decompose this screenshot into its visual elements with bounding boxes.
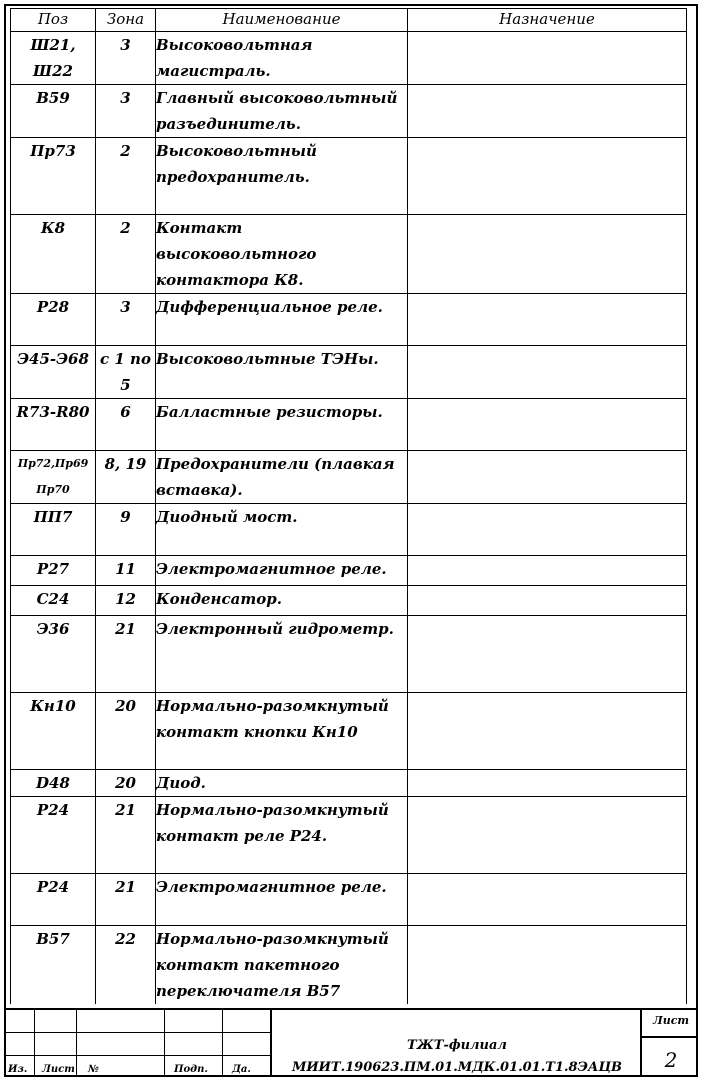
- table-row: [11, 797, 687, 874]
- row-name: Контакт высоковольтного контактора К8.: [156, 215, 408, 294]
- row-pos: R73-R80: [11, 399, 96, 451]
- table-row: [11, 85, 687, 138]
- row-zone: 21: [96, 797, 156, 874]
- stamp-label-date: Да.: [232, 1064, 251, 1075]
- table-row: [11, 346, 687, 399]
- row-name: Главный высоковольтный разъединитель.: [156, 85, 408, 138]
- table-row: [11, 32, 687, 85]
- row-zone: 20: [96, 693, 156, 770]
- row-name: Нормально-разомкнутый контакт пакетного переключателя В57: [156, 926, 408, 1005]
- row-name: Высоковольтная магистраль.: [156, 32, 408, 85]
- header-purpose: Назначение: [408, 9, 687, 32]
- row-pos: ПП7: [11, 504, 96, 556]
- row-pos: Пр73: [11, 138, 96, 215]
- row-pos: В59: [11, 85, 96, 138]
- title-block: [4, 1008, 698, 1077]
- row-purpose: [408, 926, 687, 1005]
- row-zone: 2: [96, 215, 156, 294]
- row-pos: Э45-Э68: [11, 346, 96, 399]
- row-purpose: [408, 586, 687, 616]
- header-pos: Поз: [11, 9, 96, 32]
- stamp-sheet-label: Лист: [652, 1014, 690, 1027]
- stamp-sheet-number: 2: [664, 1048, 678, 1072]
- row-pos: Пр72,Пр69 Пр70: [11, 451, 96, 504]
- row-purpose: [408, 556, 687, 586]
- row-name: Электромагнитное реле.: [156, 874, 408, 926]
- row-purpose: [408, 346, 687, 399]
- table-row: [11, 874, 687, 926]
- row-purpose: [408, 85, 687, 138]
- row-pos: В57: [11, 926, 96, 1005]
- header-zone: Зона: [96, 9, 156, 32]
- table-row: [11, 294, 687, 346]
- row-zone: 22: [96, 926, 156, 1005]
- row-zone: 20: [96, 770, 156, 797]
- table-row: [11, 215, 687, 294]
- row-name: Электромагнитное реле.: [156, 556, 408, 586]
- row-name: Дифференциальное реле.: [156, 294, 408, 346]
- row-zone: 9: [96, 504, 156, 556]
- row-purpose: [408, 294, 687, 346]
- row-purpose: [408, 616, 687, 693]
- row-pos: К8: [11, 215, 96, 294]
- stamp-label-signature: Подп.: [174, 1064, 208, 1075]
- row-name: Высоковольтный предохранитель.: [156, 138, 408, 215]
- row-pos: Р24: [11, 797, 96, 874]
- table-row: [11, 138, 687, 215]
- row-purpose: [408, 451, 687, 504]
- table-row: [11, 586, 687, 616]
- row-name: Балластные резисторы.: [156, 399, 408, 451]
- row-zone: 11: [96, 556, 156, 586]
- row-name: Диод.: [156, 770, 408, 797]
- row-pos: С24: [11, 586, 96, 616]
- row-name: Предохранители (плавкая вставка).: [156, 451, 408, 504]
- row-zone: 6: [96, 399, 156, 451]
- row-purpose: [408, 504, 687, 556]
- row-zone: 2: [96, 138, 156, 215]
- header-row: [11, 9, 687, 32]
- table-row: [11, 926, 687, 1005]
- row-purpose: [408, 770, 687, 797]
- row-name: Высоковольтные ТЭНы.: [156, 346, 408, 399]
- stamp-label-doc-number: №: [88, 1064, 99, 1075]
- row-zone: 21: [96, 616, 156, 693]
- row-pos: Р27: [11, 556, 96, 586]
- row-purpose: [408, 874, 687, 926]
- spec-table-area: [10, 8, 690, 1004]
- row-purpose: [408, 693, 687, 770]
- row-pos: Э36: [11, 616, 96, 693]
- row-zone: 3: [96, 85, 156, 138]
- row-zone: с 1 по 5: [96, 346, 156, 399]
- stamp-label-change: Из.: [8, 1064, 28, 1075]
- table-row: [11, 451, 687, 504]
- row-name: Нормально-разомкнутый контакт реле Р24.: [156, 797, 408, 874]
- table-row: [11, 770, 687, 797]
- row-pos: Кн10: [11, 693, 96, 770]
- row-name: Электронный гидрометр.: [156, 616, 408, 693]
- row-pos: Ш21, Ш22: [11, 32, 96, 85]
- table-row: [11, 556, 687, 586]
- row-name: Конденсатор.: [156, 586, 408, 616]
- spec-table: [10, 8, 687, 1004]
- row-zone: 3: [96, 294, 156, 346]
- table-row: [11, 616, 687, 693]
- table-row: [11, 504, 687, 556]
- table-row: [11, 399, 687, 451]
- row-pos: Р24: [11, 874, 96, 926]
- row-purpose: [408, 32, 687, 85]
- row-purpose: [408, 138, 687, 215]
- stamp-company: ТЖТ-филиал: [407, 1038, 507, 1053]
- header-name: Наименование: [156, 9, 408, 32]
- row-name: Диодный мост.: [156, 504, 408, 556]
- row-name: Нормально-разомкнутый контакт кнопки Кн10: [156, 693, 408, 770]
- table-row: [11, 693, 687, 770]
- row-purpose: [408, 215, 687, 294]
- row-pos: Р28: [11, 294, 96, 346]
- row-purpose: [408, 797, 687, 874]
- row-zone: 21: [96, 874, 156, 926]
- row-zone: 3: [96, 32, 156, 85]
- row-zone: 12: [96, 586, 156, 616]
- row-purpose: [408, 399, 687, 451]
- row-zone: 8, 19: [96, 451, 156, 504]
- row-pos: D48: [11, 770, 96, 797]
- stamp-label-sheet: Лист: [42, 1064, 75, 1075]
- stamp-document-code: МИИТ.190623.ПМ.01.МДК.01.01.Т1.8ЭАЦВ: [291, 1060, 623, 1075]
